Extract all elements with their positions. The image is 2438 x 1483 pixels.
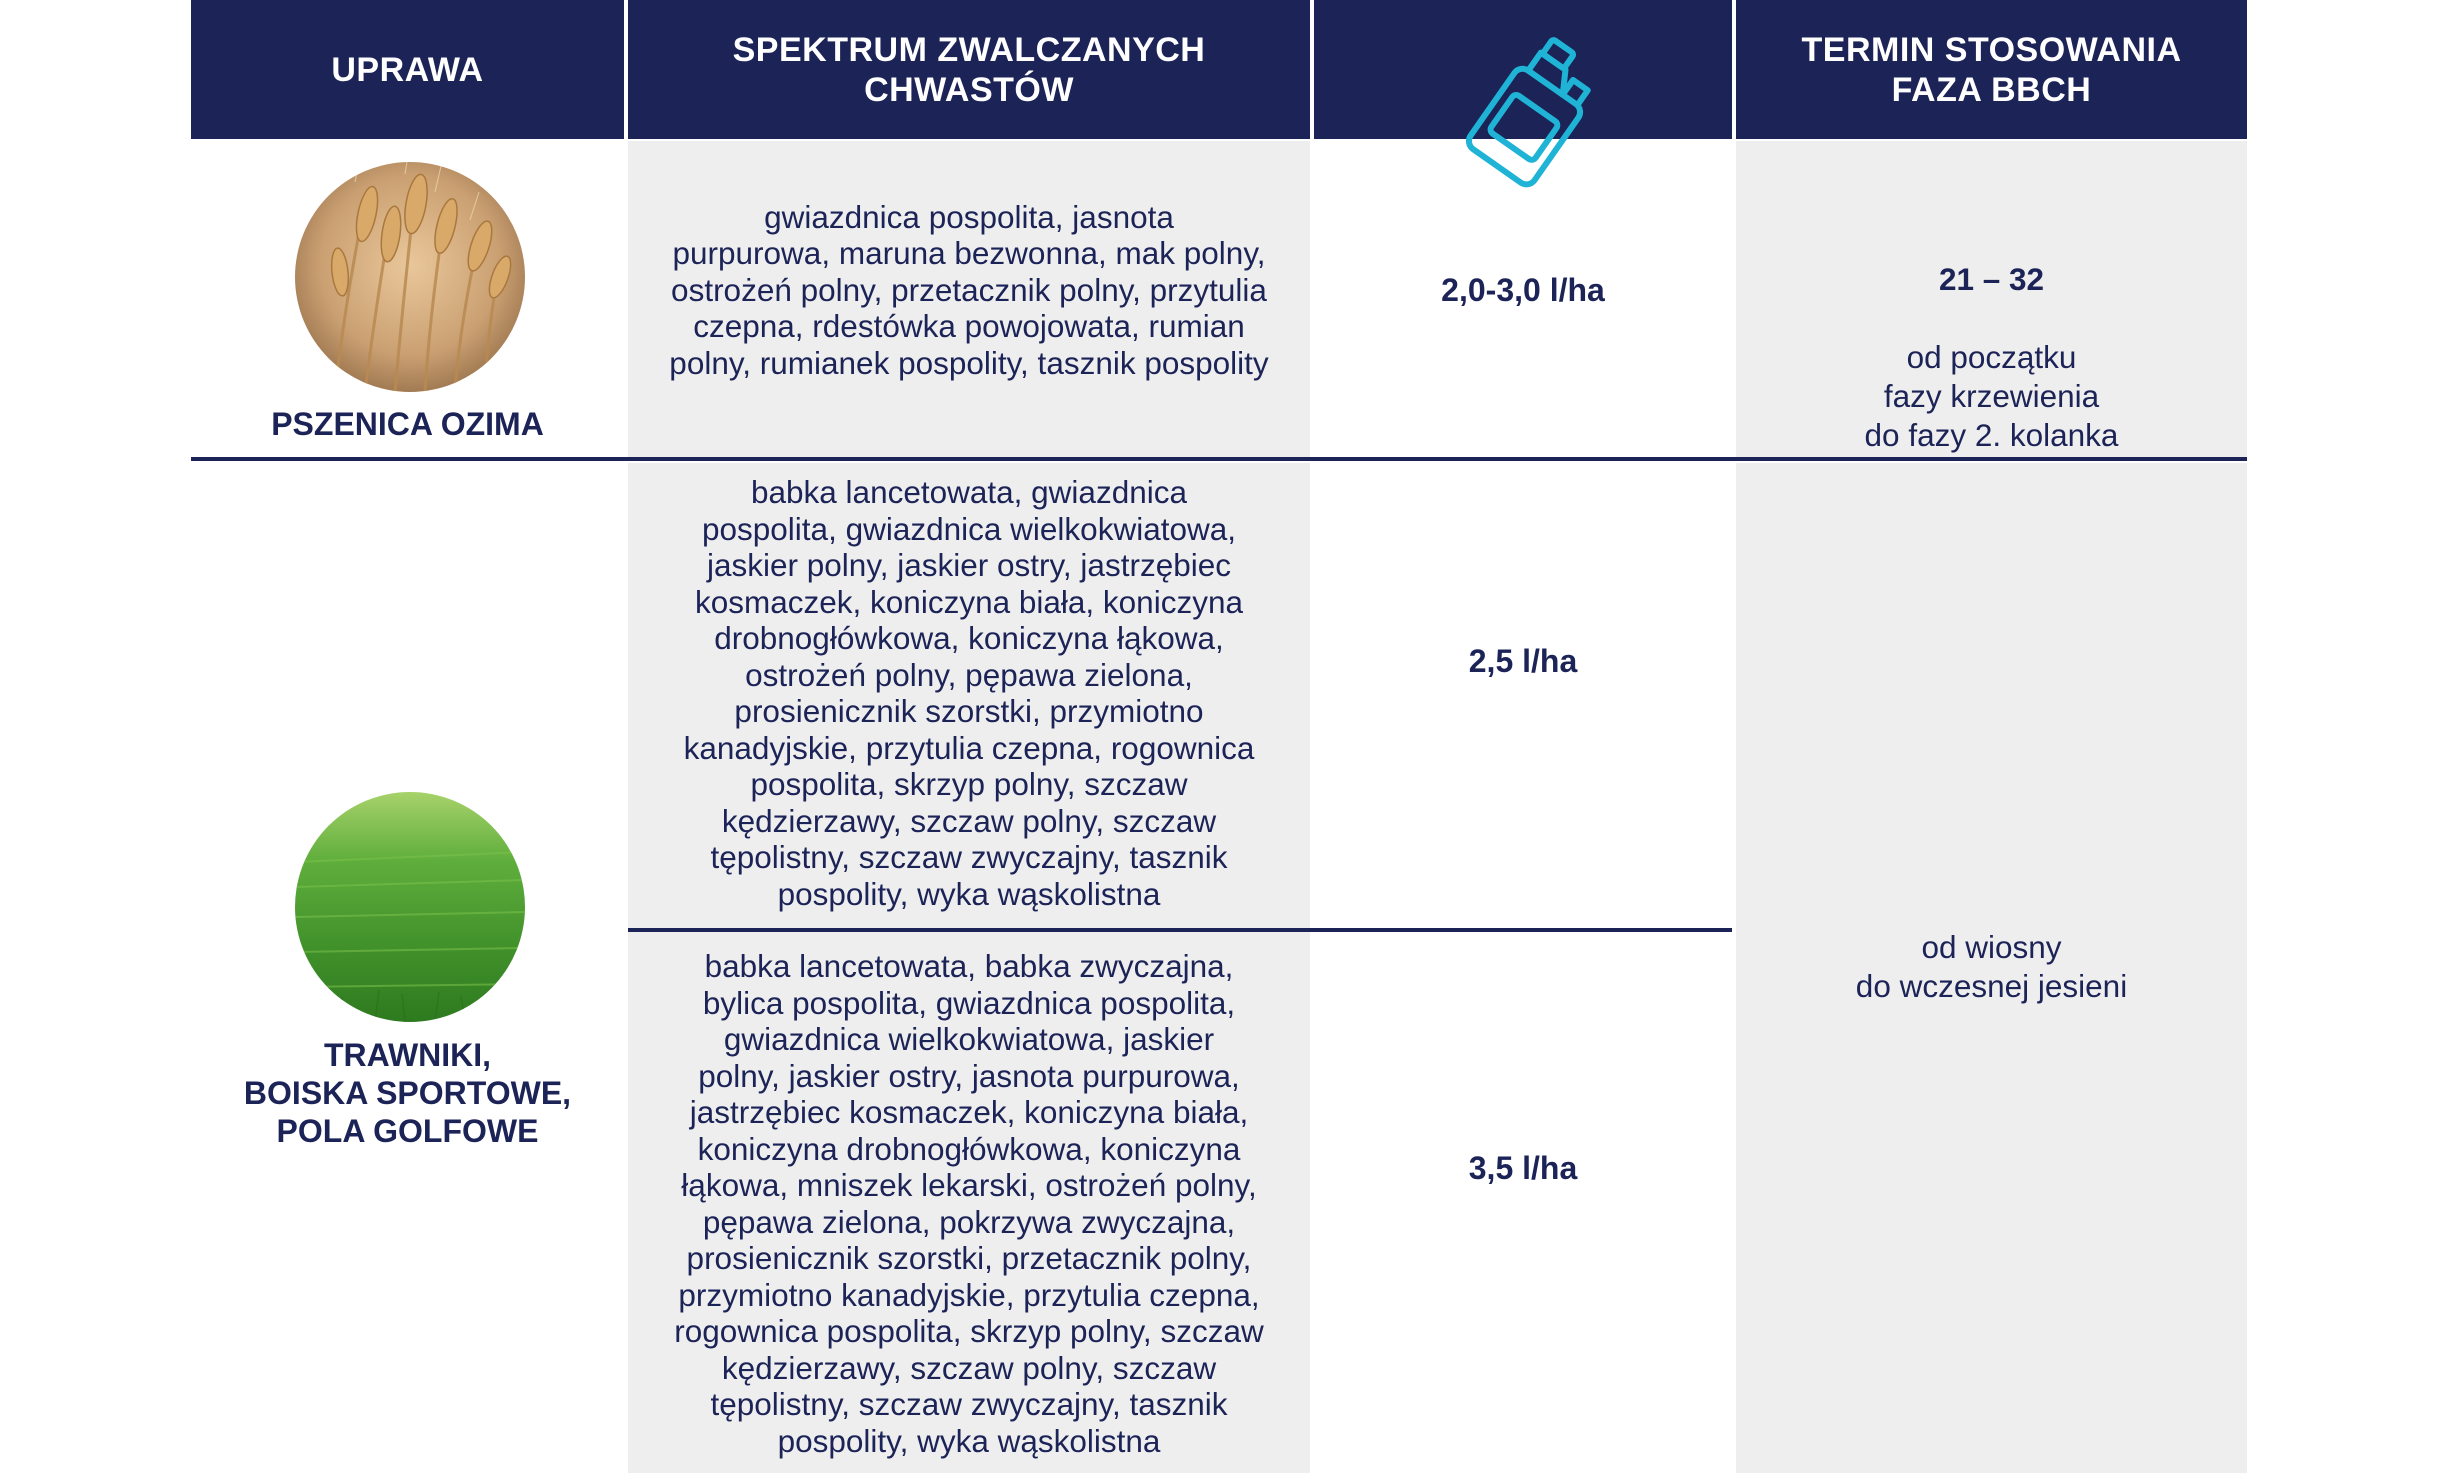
weeds-text-lawn-2: babka lancetowata, babka zwyczajna, bylica pospolita, gwiazdnica pospolita, gwiazdnica wielkokwiatowa, jaskier polny, jaskier ostry, jasnota purpurowa, jastrzębiec kosmaczek, koniczyna biała, koniczyna drobnogłówkowa, koniczyna łąkowa, mniszek lekarski, ostrożeń polny, pępawa zielona, pokrzywa zwyczajna, prosienicznik szorstki, przetacznik polny, przymiotno kanadyjskie, przytulia czepna, rogownica pospolita, skrzyp polny, szczaw kędzierzawy, szczaw polny, szczaw tępolistny, szczaw zwyczajny, tasznik pospolity, wyka wąskolistna bbox=[674, 948, 1264, 1459]
timing-wheat bbox=[1736, 221, 2247, 494]
dose-lawn-1: 2,5 l/ha bbox=[1468, 642, 1578, 679]
weeds-text-wheat: gwiazdnica pospolita, jasnota purpurowa, maruna bezwonna, mak polny, ostrożeń polny, przetacznik polny, przytulia czepna, rdestówka powojowata, rumian polny, rumianek pospolity, tasznik pospolity bbox=[669, 198, 1269, 381]
header-crop: UPRAWA bbox=[191, 0, 624, 139]
weeds-text-lawn-1: babka lancetowata, gwiazdnica pospolita, gwiazdnica wielkokwiatowa, jaskier polny, jaskier ostry, jastrzębiec kosmaczek, koniczyna biała, koniczyna drobnogłówkowa, koniczyna łąkowa, ostrożeń polny, pępawa zielona, prosienicznik szorstki, przymiotno kanadyjskie, przytulia czepna, rogownica pospolita, skrzyp polny, szczaw kędzierzawy, szczaw polny, szczaw tępolistny, szczaw zwyczajny, tasznik pospolity, wyka wąskolistna bbox=[683, 474, 1255, 912]
crop-name-wheat: PSZENICA OZIMA bbox=[271, 406, 544, 442]
grass-photo bbox=[295, 792, 525, 1022]
row-divider bbox=[191, 457, 2247, 461]
dose-wheat: 2,0-3,0 l/ha bbox=[1441, 271, 1605, 308]
timing-bbch-range: 21 – 32 bbox=[1938, 261, 2045, 297]
dose-lawn-2: 3,5 l/ha bbox=[1468, 1150, 1578, 1186]
header-weeds: SPEKTRUM ZWALCZANYCH CHWASTÓW bbox=[628, 0, 1310, 139]
timing-lawn: od wiosny do wczesnej jesieni bbox=[1855, 929, 2128, 1004]
header-timing: TERMIN STOSOWANIA FAZA BBCH bbox=[1736, 0, 2247, 139]
subrow-divider bbox=[628, 928, 1732, 932]
timing-description: od początku fazy krzewienia do fazy 2. kolanka bbox=[1864, 339, 2119, 453]
crop-name-lawn: TRAWNIKI, BOISKA SPORTOWE, POLA GOLFOWE bbox=[243, 1037, 572, 1149]
wheat-photo bbox=[295, 162, 525, 392]
